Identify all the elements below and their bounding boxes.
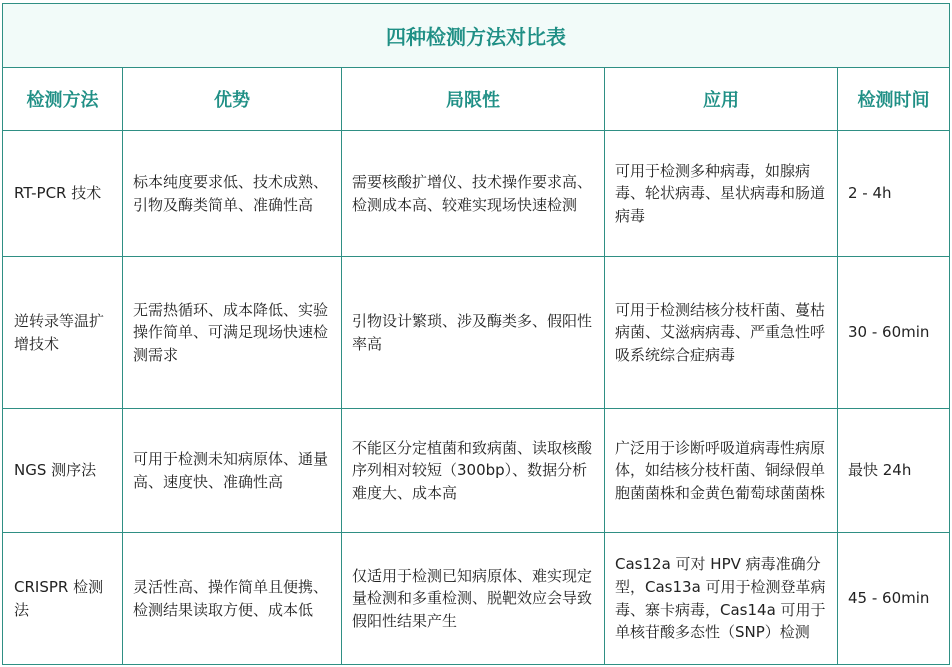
limitation-cell: 需要核酸扩增仪、技术操作要求高、检测成本高、较难实现场快速检测 — [342, 131, 605, 257]
time-cell: 2 - 4h — [838, 131, 950, 257]
table-title: 四种检测方法对比表 — [3, 4, 950, 68]
advantage-cell: 标本纯度要求低、技术成熟、引物及酶类简单、准确性高 — [123, 131, 342, 257]
header-method: 检测方法 — [3, 68, 123, 131]
header-application: 应用 — [605, 68, 838, 131]
time-cell: 45 - 60min — [838, 533, 950, 665]
limitation-cell: 仅适用于检测已知病原体、难实现定量检测和多重检测、脱靶效应会导致假阳性结果产生 — [342, 533, 605, 665]
time-cell: 最快 24h — [838, 409, 950, 533]
advantage-cell: 灵活性高、操作简单且便携、检测结果读取方便、成本低 — [123, 533, 342, 665]
method-cell: CRISPR 检测法 — [3, 533, 123, 665]
application-cell: 可用于检测结核分枝杆菌、蔓枯病菌、艾滋病病毒、严重急性呼吸系统综合症病毒 — [605, 257, 838, 409]
comparison-table — [2, 3, 950, 665]
application-cell: Cas12a 可对 HPV 病毒准确分型，Cas13a 可用于检测登革病毒、寨卡病毒，Cas14a 可用于单核苷酸多态性（SNP）检测 — [605, 533, 838, 665]
header-limitation: 局限性 — [342, 68, 605, 131]
application-cell: 广泛用于诊断呼吸道病毒性病原体，如结核分枝杆菌、铜绿假单胞菌菌株和金黄色葡萄球菌菌株 — [605, 409, 838, 533]
time-cell: 30 - 60min — [838, 257, 950, 409]
header-time: 检测时间 — [838, 68, 950, 131]
table-row — [3, 409, 950, 533]
application-cell: 可用于检测多种病毒，如腺病毒、轮状病毒、星状病毒和肠道病毒 — [605, 131, 838, 257]
limitation-cell: 不能区分定植菌和致病菌、读取核酸序列相对较短（300bp）、数据分析难度大、成本高 — [342, 409, 605, 533]
method-cell: NGS 测序法 — [3, 409, 123, 533]
advantage-cell: 无需热循环、成本降低、实验操作简单、可满足现场快速检测需求 — [123, 257, 342, 409]
method-cell: RT-PCR 技术 — [3, 131, 123, 257]
table-row — [3, 533, 950, 665]
title-row — [3, 4, 950, 68]
advantage-cell: 可用于检测未知病原体、通量高、速度快、准确性高 — [123, 409, 342, 533]
table-row — [3, 131, 950, 257]
table-row — [3, 257, 950, 409]
method-cell: 逆转录等温扩增技术 — [3, 257, 123, 409]
header-row — [3, 68, 950, 131]
comparison-table-container — [2, 3, 949, 664]
header-advantage: 优势 — [123, 68, 342, 131]
limitation-cell: 引物设计繁琐、涉及酶类多、假阳性率高 — [342, 257, 605, 409]
